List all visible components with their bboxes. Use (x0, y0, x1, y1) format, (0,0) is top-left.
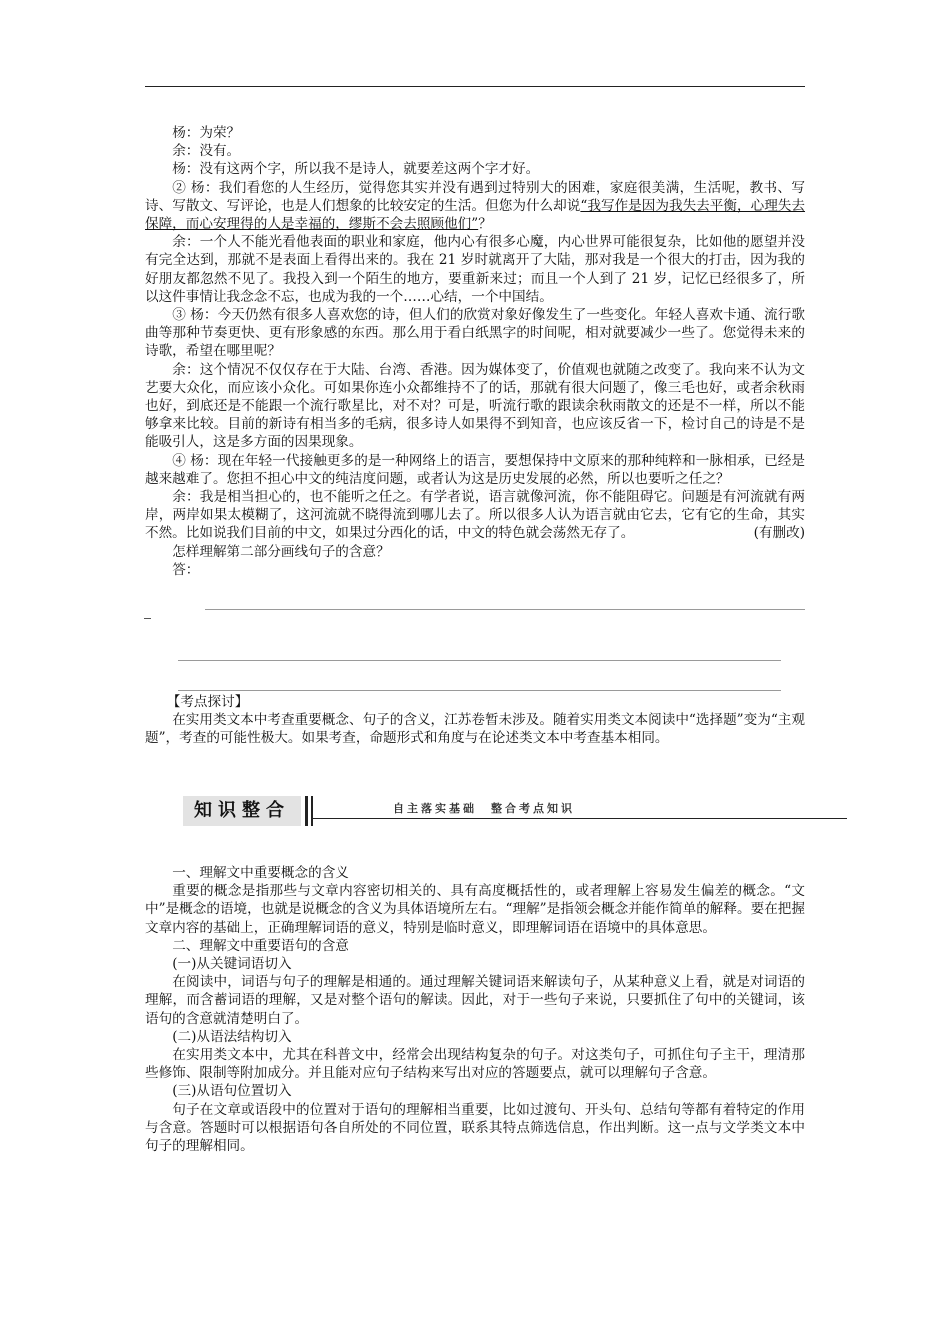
exercise-question: 怎样理解第二部分画线句子的含意？ (172, 543, 390, 560)
answer-line[interactable] (205, 609, 805, 610)
heading-1: 一、理解文中重要概念的含义 (172, 865, 349, 881)
question-2-end: ？ (478, 216, 492, 233)
answer-line[interactable] (178, 660, 781, 661)
kaodian-tag: 【考点探讨】 (166, 694, 249, 710)
paragraph: 在实用类文本中，尤其在科普文中，经常会出现结构复杂的句子。对这类句子，可抓住句子主干，理清那些修饰、限制等附加成分。并且能对应句子结构来写出对应的答题要点，就可以理解句子含意。 (145, 1047, 805, 1082)
question-4: ④ 杨：现在年轻一代接触更多的是一种网络上的语言，要想保持中文原来的那种纯粹和一脉相承，已经是越来越难了。您担不担心中文的纯洁度问题，或者认为这是历史发展的必然，所以也要听之任之？ (145, 452, 805, 487)
subheading: (一)从关键词语切入 (172, 956, 292, 973)
answer-3: 余：这个情况不仅仅存在于大陆、台湾、香港。因为媒体变了，价值观也就随之改变了。我向来不认为文艺要大众化，而应该小众化。可如果你连小众都维持不了的话，那就有很大问题了，像三毛也好，或者余秋雨也好，到底还是不能跟一个流行歌星比，对不对？可是，听流行歌的跟读余秋雨散文的还是不一样，所以不能够拿来比较。目前的新诗有相当多的毛病，很多诗人如果得不到知音，也应该反省一下，检讨自己的诗是不是能吸引人，这是多方面的因果现象。 (145, 361, 805, 451)
subheading: (二)从语法结构切入 (172, 1028, 292, 1045)
header-rule (145, 86, 805, 87)
paragraph: 句子在文章或语段中的位置对于语句的理解相当重要，比如过渡句、开头句、总结句等都有着特定的作用与含意。答题时可以根据语句各自所处的不同位置，联系其特点筛选信息，作出判断。这一点与文学类文本中句子的理解相同。 (145, 1101, 805, 1155)
knowledge-section (145, 864, 805, 1155)
paragraph: 在阅读中，词语与句子的理解是相通的。通过理解关键词语来解读句子，从某种意义上看，就是对词语的理解，而含蓄词语的理解，又是对整个语句的解读。因此，对于一些句子来说，只要抓住了句中的关键词，该语句的含意就清楚明白了。 (145, 974, 805, 1027)
banner-rule (313, 818, 847, 819)
subheading: (三)从语句位置切入 (172, 1083, 292, 1100)
interview-line: 余：没有。 (172, 143, 241, 160)
heading-2: 二、理解文中重要语句的含意 (172, 937, 349, 954)
banner-subtitle: 自主落实基础 整合考点知识 (393, 802, 575, 815)
answer-label: 答： (172, 561, 200, 578)
answer-4-text: 余：我是相当担心的，也不能听之任之。有学者说，语言就像河流，你不能阻碍它。问题是有河流就有两岸，两岸如果太模糊了，这河流就不晓得流到哪儿去了。所以很多人认为语言就由它去，它有它的生命，其实不然。比如说我们目前的中文，如果过分西化的话，中文的特色就会荡然无存了。 (145, 489, 805, 542)
interview-section (145, 124, 805, 579)
question-3: ③ 杨：今天仍然有很多人喜欢您的诗，但人们的欣赏对象好像发生了一些变化。年轻人喜欢卡通、流行歌曲等那种节奏更快、更有形象感的东西。那么用于看白纸黑字的时间呢，相对就要减少一些了。您觉得未来的诗歌，希望在哪里呢？ (145, 307, 805, 360)
banner-divider (311, 796, 313, 826)
underlined-sentence: “我写作是因为我失去平衡，心理失去保障，而心安理得的人是幸福的，缪斯不会去照顾他们” (145, 197, 806, 233)
interview-line: 杨：没有这两个字，所以我不是诗人，就要差这两个字才好。 (172, 161, 540, 178)
answer-2: 余：一个人不能光看他表面的职业和家庭，他内心有很多心魔，内心世界可能很复杂，比如他的愿望并没有完全达到，那就不是表面上看得出来的。我在 21 岁时就离开了大陆，那对我是一个很大的打击，因为我的好朋友都忽然不见了。我投入到一个陌生的地方，要重新来过；而且一个人到了 21 岁，记忆已经很多了，所以这件事情让我念念不忘，也成为我的一个……心结，一个中国结。 (145, 234, 805, 305)
section-banner (175, 796, 847, 828)
banner-title: 知识整合 (183, 796, 301, 826)
kaodian-section (145, 693, 805, 748)
question-2-text: ② 杨：我们看您的人生经历，觉得您其实并没有遇到过特别大的困难，家庭很美满，生活呢，教书、写诗、写散文、写评论，也是人们想象的比较安定的生活。但您为什么却说 (145, 179, 805, 214)
answer-line[interactable] (178, 690, 781, 691)
banner-divider (305, 796, 308, 826)
source-note: (有删改) (753, 525, 805, 542)
interview-line: 杨：为荣？ (172, 125, 241, 141)
kaodian-text: 在实用类文本中考查重要概念、句子的含义，江苏卷暂未涉及。随着实用类文本阅读中“选择题”变为“主观题”，考查的可能性极大。如果考查，命题形式和角度与在论述类文本中考查基本相同。 (145, 712, 805, 747)
paragraph: 重要的概念是指那些与文章内容密切相关的、具有高度概括性的，或者理解上容易发生偏差的概念。“文中”是概念的语境，也就是说概念的含义为具体语境所左右。“理解”是指领会概念并能作简单的解释。要在把握文章内容的基础上，正确理解词语的意义，特别是临时意义，即理解词语在语境中的具体意思。 (145, 883, 805, 936)
answer-4 (145, 488, 805, 543)
question-2 (145, 179, 805, 234)
answer-line-dash (144, 618, 151, 619)
